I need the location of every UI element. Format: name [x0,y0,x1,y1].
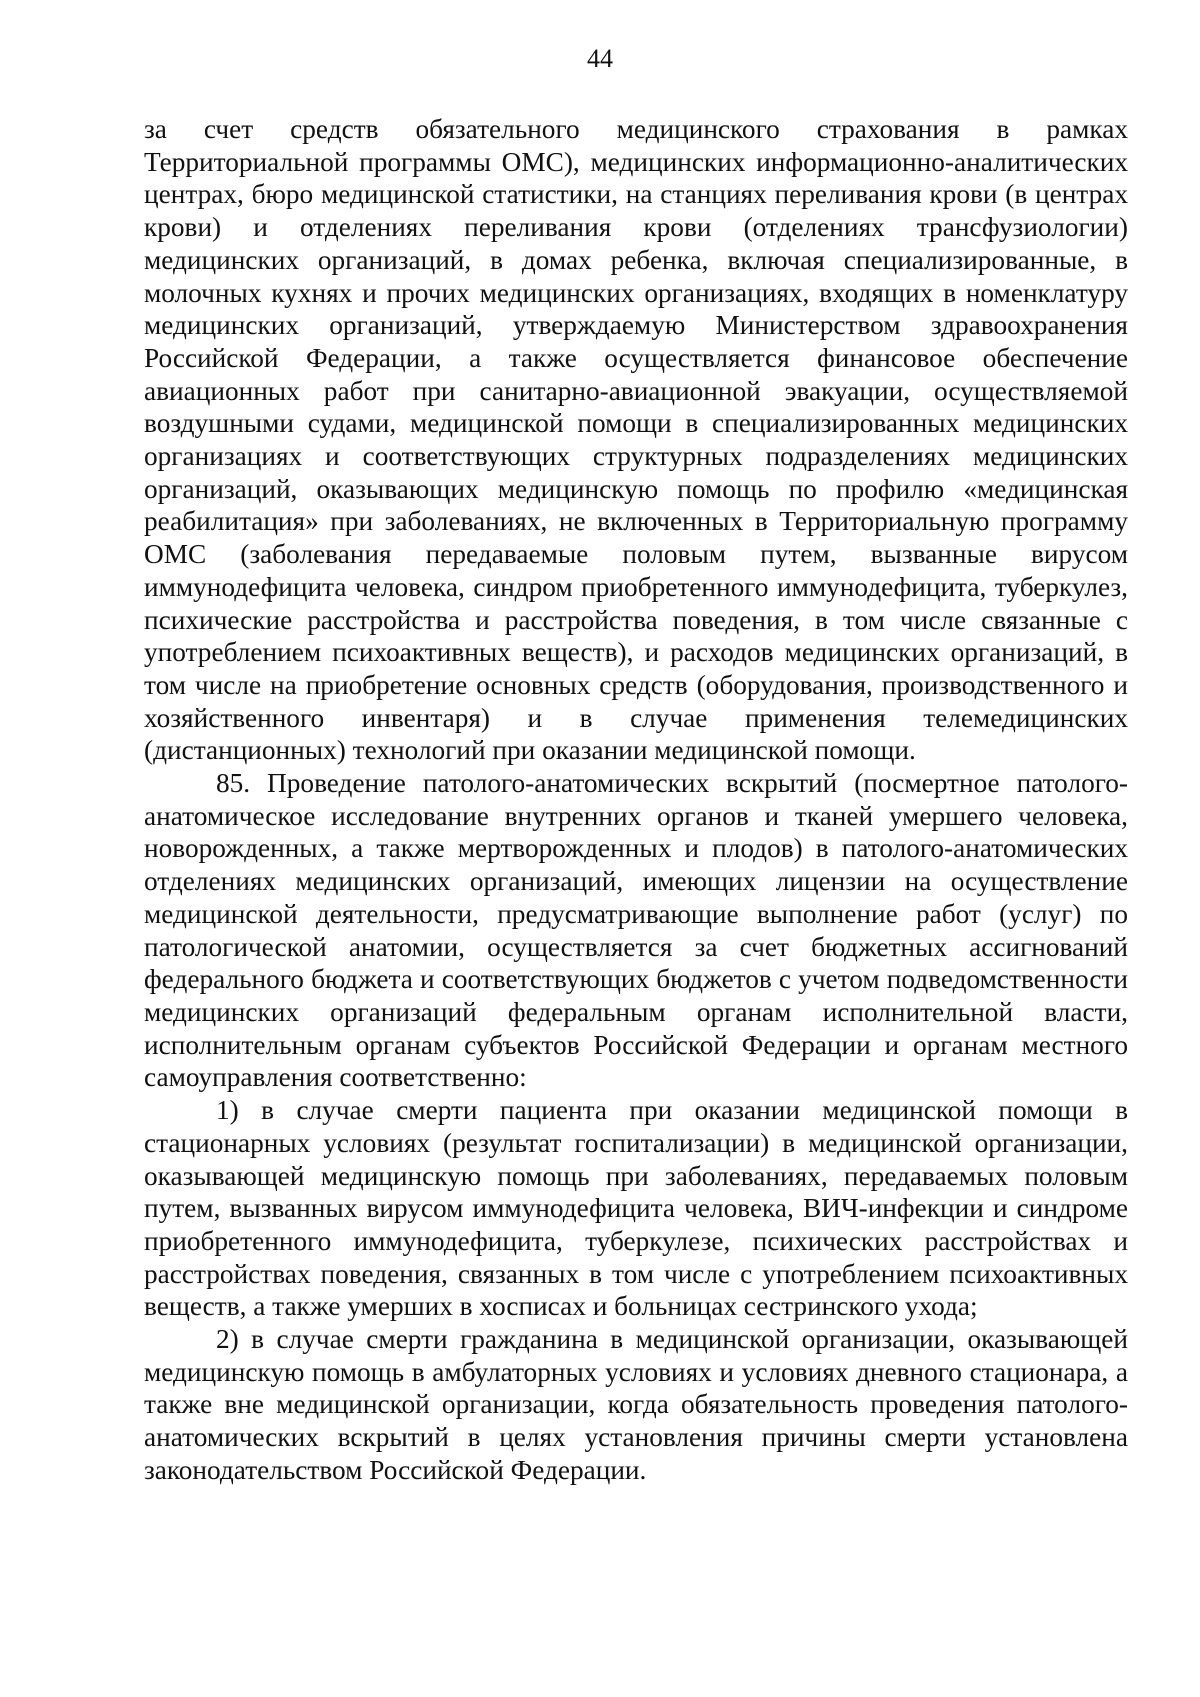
page-number: 44 [587,44,613,73]
paragraph-subitem-1: 1) в случае смерти пациента при оказании медицинской помощи в стационарных условиях (результат госпитализации) в медицинской организации, оказывающей медицинскую помощь при заболеваниях, передаваемых половым путем, вызванных вирусом иммунодефицита человека, ВИЧ-инфекции и синдроме приобретенного иммунодефицита, туберкулезе, психических расстройствах и расстройствах поведения, связанных в том числе с употреблением психоактивных веществ, а также умерших в хосписах и больницах сестринского ухода; [144,1095,1128,1322]
paragraph-item-85: 85. Проведение патолого-анатомических вскрытий (посмертное патолого-анатомическое исследование внутренних органов и тканей умершего человека, новорожденных, а также мертворожденных и плодов) в патолого-анатомических отделениях медицинских организаций, имеющих лицензии на осуществление медицинской деятельности, предусматривающие выполнение работ (услуг) по патологической анатомии, осуществляется за счет бюджетных ассигнований федерального бюджета и соответствующих бюджетов с учетом подведомственности медицинских организаций федеральным органам исполнительной власти, исполнительным органам субъектов Российской Федерации и органам местного самоуправления соответственно: [144,768,1128,1093]
paragraph-continuation: за счет средств обязательного медицинского страхования в рамках Территориальной программы ОМС), медицинских информационно-аналитических центрах, бюро медицинской статистики, на станциях переливания крови (в центрах крови) и отделениях переливания крови (отделениях трансфузиологии) медицинских организаций, в домах ребенка, включая специализированные, в молочных кухнях и прочих медицинских организациях, входящих в номенклатуру медицинских организаций, утверждаемую Министерством здравоохранения Российской Федерации, а также осуществляется финансовое обеспечение авиационных работ при санитарно-авиационной эвакуации, осуществляемой воздушными судами, медицинской помощи в специализированных медицинских организациях и соответствующих структурных подразделениях медицинских организаций, оказывающих медицинскую помощь по профилю «медицинская реабилитация» при заболеваниях, не включенных в Территориальную программу ОМС (заболевания передаваемые половым путем, вызванные вирусом иммунодефицита человека, синдром приобретенного иммунодефицита, туберкулез, психические расстройства и расстройства поведения, в том числе связанные с употреблением психоактивных веществ), и расходов медицинских организаций, в том числе на приобретение основных средств (оборудования, производственного и хозяйственного инвентаря) и в случае применения телемедицинских (дистанционных) технологий при оказании медицинской помощи. [144,114,1128,766]
document-body [144,113,1128,1487]
paragraph-subitem-2: 2) в случае смерти гражданина в медицинской организации, оказывающей медицинскую помощь в амбулаторных условиях и условиях дневного стационара, а также вне медицинской организации, когда обязательность проведения патолого-анатомических вскрытий в целях установления причины смерти установлена законодательством Российской Федерации. [144,1324,1128,1485]
